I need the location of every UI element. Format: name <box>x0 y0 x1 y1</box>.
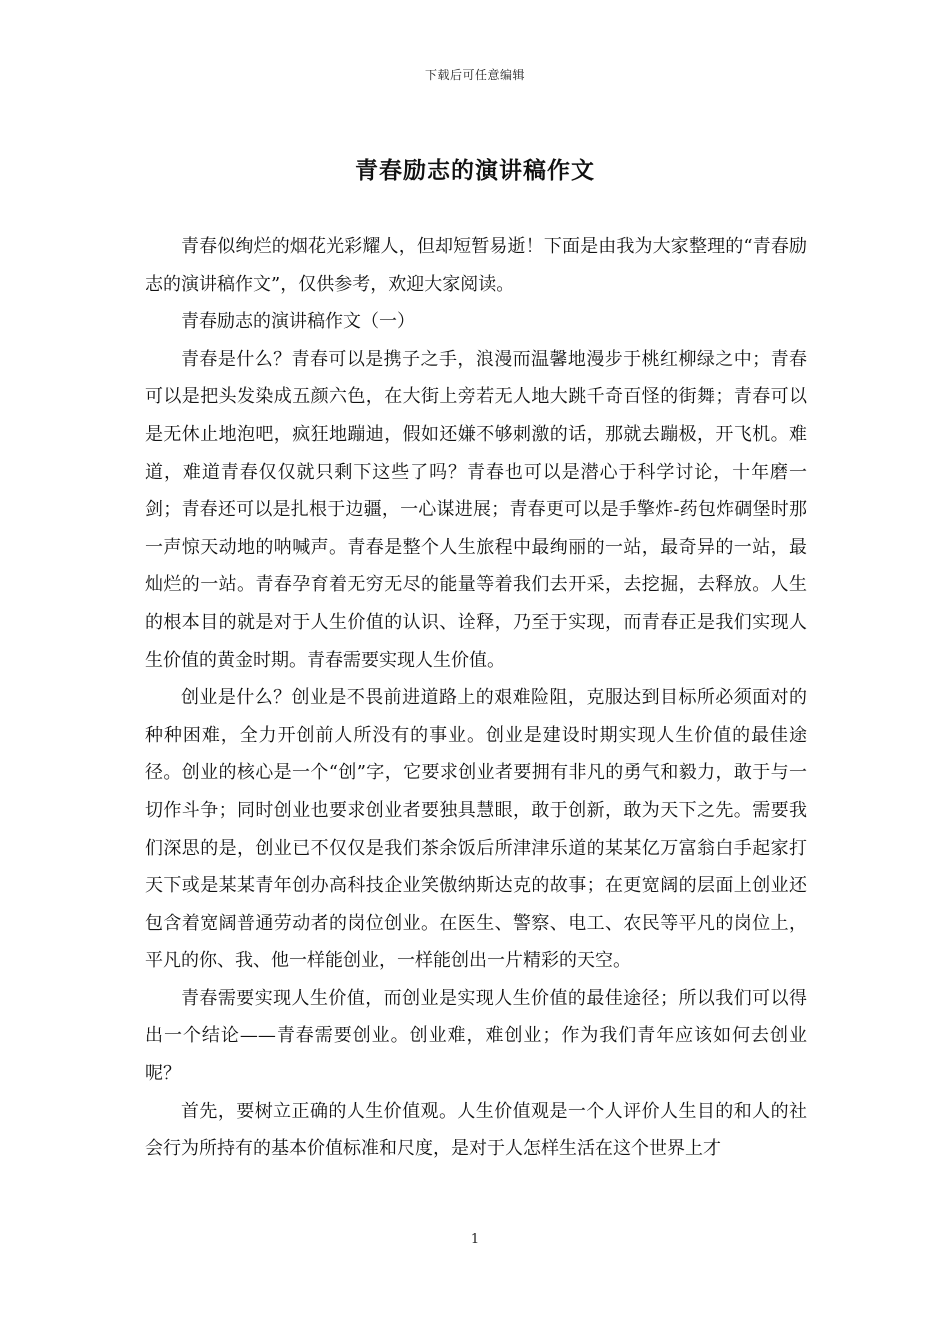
body-paragraph: 首先，要树立正确的人生价值观。人生价值观是一个人评价人生目的和人的社会行为所持有的基本价值标准和尺度，是对于人怎样生活在这个世界上才 <box>145 1100 807 1160</box>
body-paragraph: 青春需要实现人生价值，而创业是实现人生价值的最佳途径；所以我们可以得出一个结论——青春需要创业。创业难，难创业；作为我们青年应该如何去创业呢？ <box>145 987 807 1085</box>
section-heading: 青春励志的演讲稿作文（一） <box>181 311 415 333</box>
header-note: 下载后可任意编辑 <box>424 68 525 82</box>
document-title: 青春励志的演讲稿作文 <box>355 157 595 184</box>
body-paragraph: 青春是什么？青春可以是携子之手，浪漫而温馨地漫步于桃红柳绿之中；青春可以是把头发染成五颜六色，在大街上旁若无人地大跳千奇百怪的街舞；青春可以是无休止地泡吧，疯狂地蹦迪，假如还嫌不够刺激的话，那就去蹦极，开飞机。难道，难道青春仅仅就只剩下这些了吗？青春也可以是潜心于科学讨论，十年磨一剑；青春还可以是扎根于边疆，一心谋进展；青春更可以是手擎炸-药包炸碉堡时那一声惊天动地的呐喊声。青春是整个人生旅程中最绚丽的一站，最奇异的一站，最灿烂的一站。青春孕育着无穷无尽的能量等着我们去开采，去挖掘，去释放。人生的根本目的就是对于人生价值的认识、诠释，乃至于实现，而青春正是我们实现人生价值的黄金时期。青春需要实现人生价值。 <box>145 348 807 671</box>
document-body <box>145 228 807 1168</box>
body-paragraph: 创业是什么？创业是不畏前进道路上的艰难险阻，克服达到目标所必须面对的种种困难，全力开创前人所没有的事业。创业是建设时期实现人生价值的最佳途径。创业的核心是一个“创”字，它要求创业者要拥有非凡的勇气和毅力，敢于与一切作斗争；同时创业也要求创业者要独具慧眼，敢于创新，敢为天下之先。需要我们深思的是，创业已不仅仅是我们茶余饭后所津津乐道的某某亿万富翁白手起家打天下或是某某青年创办高科技企业笑傲纳斯达克的故事；在更宽阔的层面上创业还包含着宽阔普通劳动者的岗位创业。在医生、警察、电工、农民等平凡的岗位上，平凡的你、我、他一样能创业，一样能创出一片精彩的天空。 <box>145 687 807 972</box>
intro-paragraph: 青春似绚烂的烟花光彩耀人，但却短暂易逝！下面是由我为大家整理的“青春励志的演讲稿作文”，仅供参考，欢迎大家阅读。 <box>145 236 807 295</box>
page-number: 1 <box>470 1232 480 1247</box>
